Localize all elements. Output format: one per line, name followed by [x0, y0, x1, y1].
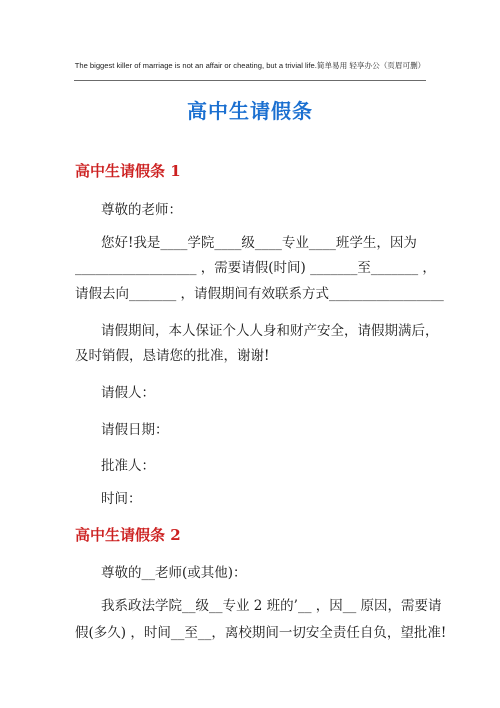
- body-line: 请假期间，本人保证个人人身和财产安全，请假期满后，: [101, 323, 439, 339]
- body-line: 您好!我是____学院____级____专业____班学生，因为: [101, 235, 417, 251]
- body-line: __________________ ，需要请假(时间) _______至_______ ，: [75, 260, 436, 276]
- header-divider: [74, 80, 426, 81]
- body-line: 请假去向_______ ，请假期间有效联系方式_________________: [75, 286, 444, 302]
- request-date-label: 请假日期：: [101, 422, 169, 438]
- section-heading-1: 高中生请假条 1: [75, 162, 181, 180]
- salutation-line: 尊敬的老师：: [101, 202, 182, 218]
- section-heading-2: 高中生请假条 2: [75, 526, 181, 544]
- document-title: 高中生请假条: [187, 99, 313, 123]
- time-label: 时间：: [101, 491, 142, 507]
- body-line: 及时销假，恳请您的批准，谢谢!: [75, 348, 270, 364]
- page-header: The biggest killer of marriage is not an affair or cheating, but a trivial life.简单易用 轻享办公（页眉可删）: [74, 61, 426, 70]
- body-line: 假(多久) ，时间__至__，离校期间一切安全责任自负，望批准!: [75, 625, 447, 641]
- body-line: 我系政法学院__级__专业 2 班的’__ ，因__ 原因，需要请: [101, 598, 442, 614]
- approver-label: 批准人：: [101, 458, 155, 474]
- applicant-label: 请假人：: [101, 385, 155, 401]
- salutation-line: 尊敬的__老师(或其他)：: [101, 565, 247, 581]
